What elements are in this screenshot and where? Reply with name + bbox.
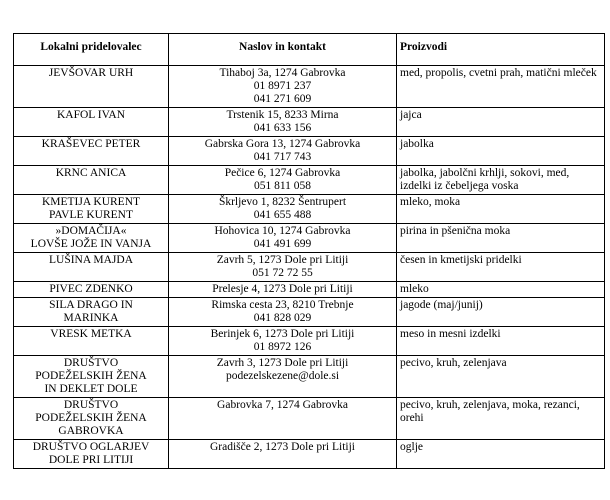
producer-name: KAFOL IVAN — [14, 108, 169, 137]
header-row — [14, 34, 605, 66]
table-row — [14, 108, 605, 137]
products-list: mleko — [397, 282, 605, 298]
products-list: pecivo, kruh, zelenjava, moka, rezanci, orehi — [397, 398, 605, 440]
producer-name: KMETIJA KURENT PAVLE KURENT — [14, 195, 169, 224]
products-list: pecivo, kruh, zelenjava — [397, 356, 605, 398]
table-row — [14, 398, 605, 440]
contact-info: Zavrh 3, 1273 Dole pri Litiji podezelskezene@dole.si — [169, 356, 397, 398]
table-row — [14, 440, 605, 469]
producer-name: SILA DRAGO IN MARINKA — [14, 298, 169, 327]
producer-name: KRAŠEVEC PETER — [14, 137, 169, 166]
producer-name: DRUŠTVO OGLARJEV DOLE PRI LITIJI — [14, 440, 169, 469]
products-list: jabolka, jabolčni krhlji, sokovi, med, izdelki iz čebeljega voska — [397, 166, 605, 195]
table-row — [14, 327, 605, 356]
contact-info: Berinjek 6, 1273 Dole pri Litiji 01 8972 126 — [169, 327, 397, 356]
producer-name: VRESK METKA — [14, 327, 169, 356]
products-list: jabolka — [397, 137, 605, 166]
header-products: Proizvodi — [397, 34, 605, 66]
producers-table-container — [13, 33, 604, 469]
contact-info: Pečice 6, 1274 Gabrovka 051 811 058 — [169, 166, 397, 195]
table-row — [14, 356, 605, 398]
table-row — [14, 282, 605, 298]
table-row — [14, 66, 605, 108]
products-list: med, propolis, cvetni prah, matični mleček — [397, 66, 605, 108]
contact-info: Gabrska Gora 13, 1274 Gabrovka 041 717 743 — [169, 137, 397, 166]
contact-info: Gradišče 2, 1273 Dole pri Litiji — [169, 440, 397, 469]
products-list: mleko, moka — [397, 195, 605, 224]
producer-name: DRUŠTVO PODEŽELSKIH ŽENA GABROVKA — [14, 398, 169, 440]
table-row — [14, 137, 605, 166]
producers-table — [13, 33, 605, 469]
products-list: oglje — [397, 440, 605, 469]
contact-info: Zavrh 5, 1273 Dole pri Litiji 051 72 72 55 — [169, 253, 397, 282]
contact-info: Škrljevo 1, 8232 Šentrupert 041 655 488 — [169, 195, 397, 224]
contact-info: Prelesje 4, 1273 Dole pri Litiji — [169, 282, 397, 298]
producer-name: PIVEC ZDENKO — [14, 282, 169, 298]
producer-name: DRUŠTVO PODEŽELSKIH ŽENA IN DEKLET DOLE — [14, 356, 169, 398]
table-row — [14, 224, 605, 253]
header-contact: Naslov in kontakt — [169, 34, 397, 66]
products-list: česen in kmetijski pridelki — [397, 253, 605, 282]
table-row — [14, 195, 605, 224]
producer-name: KRNC ANICA — [14, 166, 169, 195]
contact-info: Hohovica 10, 1274 Gabrovka 041 491 699 — [169, 224, 397, 253]
table-row — [14, 298, 605, 327]
table-row — [14, 253, 605, 282]
contact-info: Trstenik 15, 8233 Mirna 041 633 156 — [169, 108, 397, 137]
products-list: meso in mesni izdelki — [397, 327, 605, 356]
products-list: jajca — [397, 108, 605, 137]
producer-name: »DOMAČIJA« LOVŠE JOŽE IN VANJA — [14, 224, 169, 253]
table-row — [14, 166, 605, 195]
header-producer: Lokalni pridelovalec — [14, 34, 169, 66]
producer-name: JEVŠOVAR URH — [14, 66, 169, 108]
products-list: pirina in pšenična moka — [397, 224, 605, 253]
contact-info: Tihaboj 3a, 1274 Gabrovka 01 8971 237 041 271 609 — [169, 66, 397, 108]
producer-name: LUŠINA MAJDA — [14, 253, 169, 282]
products-list: jagode (maj/junij) — [397, 298, 605, 327]
contact-info: Gabrovka 7, 1274 Gabrovka — [169, 398, 397, 440]
contact-info: Rimska cesta 23, 8210 Trebnje 041 828 029 — [169, 298, 397, 327]
